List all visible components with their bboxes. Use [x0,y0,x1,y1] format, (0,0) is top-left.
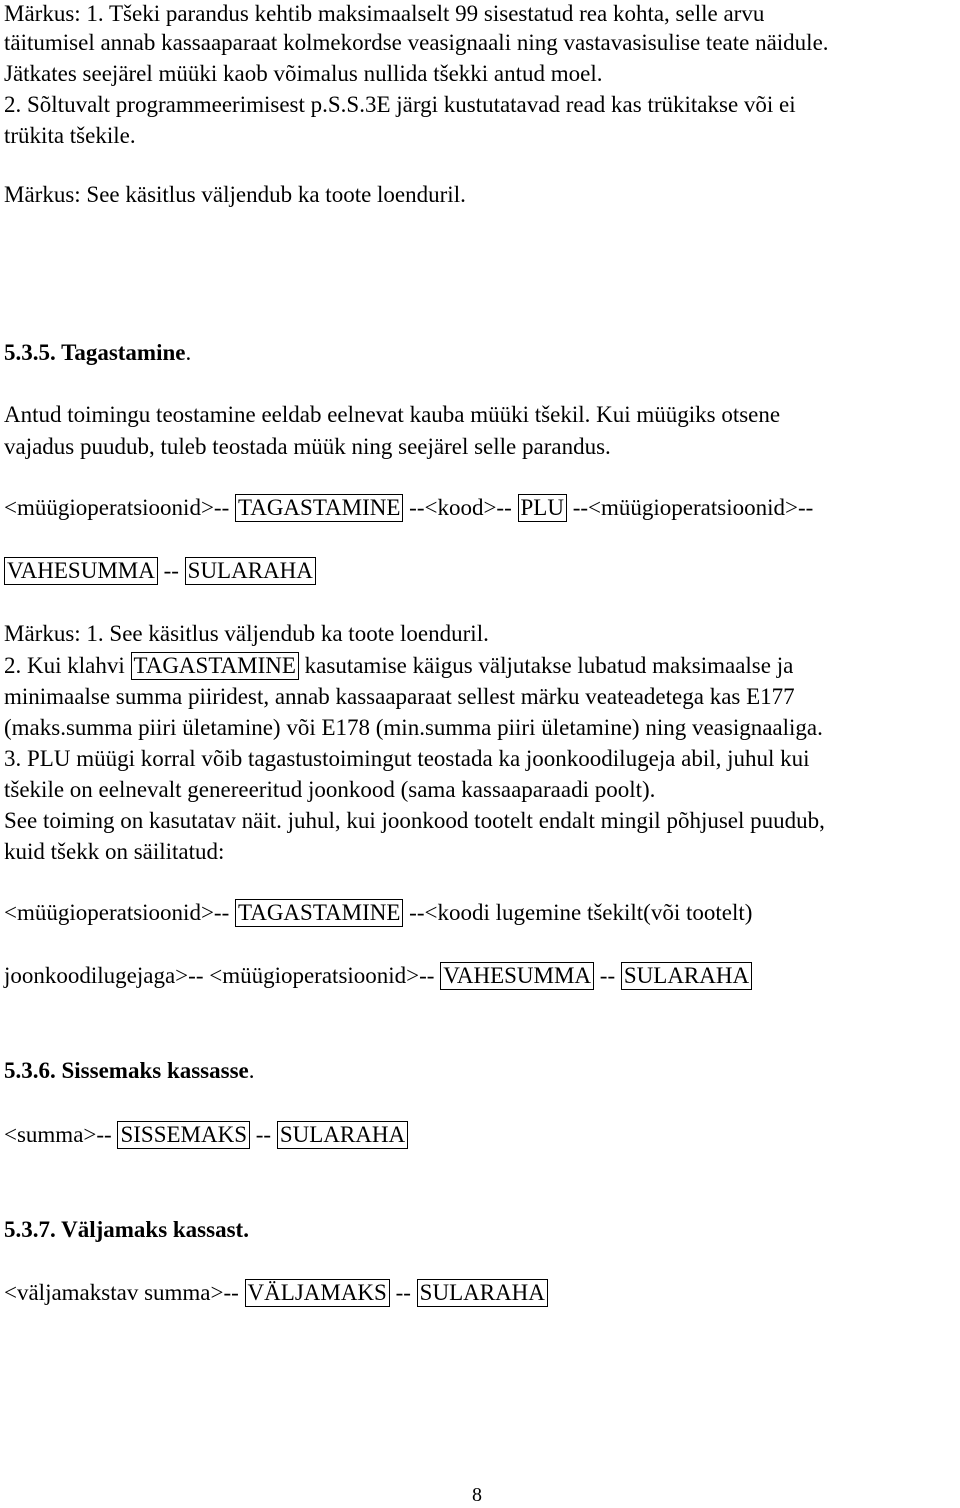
vahesumma-key: VAHESUMMA [440,962,594,990]
tagastamine-key: TAGASTAMINE [235,494,403,522]
section-536-heading-suffix: . [248,1058,255,1083]
section-535-sequence-line-2 [4,557,316,585]
sequence-text: -- [250,1122,277,1147]
section-535-note-line-4: (maks.summa piiri ületamine) või E178 (min.summa piiri ületamine) ning veasignaaliga. [4,715,823,740]
section-535-sequence2-line-1 [4,899,752,927]
section-535-note-line-7: See toiming on kasutatav näit. juhul, kui joonkood tootelt endalt mingil põhjusel puudub, [4,808,825,833]
vahesumma-key: VAHESUMMA [4,557,158,585]
intro-line-4: 2. Sõltuvalt programmeerimisest p.S.S.3E järgi kustutatavad read kas trükitakse või ei [4,92,796,117]
intro-line-6: Märkus: See käsitlus väljendub ka toote loenduril. [4,182,466,207]
intro-line-2: täitumisel annab kassaaparaat kolmekordse veasignaali ning vastavasisulise teate näidule. [4,30,829,55]
section-535-sequence-line-1 [4,494,813,522]
intro-line-3: Jätkates seejärel müüki kaob võimalus nullida tšekki antud moel. [4,61,603,86]
intro-line-5: trükita tšekile. [4,123,136,148]
sequence-text: -- [389,1280,417,1305]
section-535-note-line-8: kuid tšekk on säilitatud: [4,839,225,864]
valjamaks-key: VÄLJAMAKS [245,1279,390,1307]
sequence-text: <summa>-- [4,1122,118,1147]
sequence-text: <väljamakstav summa>-- [4,1280,245,1305]
sularaha-key: SULARAHA [277,1121,408,1149]
note-text: kasutamise käigus väljutakse lubatud maksimaalse ja [298,653,794,678]
section-535-note-line-3: minimaalse summa piiridest, annab kassaaparaat sellest märku veateadetega kas E177 [4,684,795,709]
section-535-heading-suffix: . [185,340,192,365]
section-535-note-line-6: tšekile on eelnevalt genereeritud joonkood (sama kassaaparaadi poolt). [4,777,656,802]
tagastamine-key: TAGASTAMINE [131,652,299,680]
sequence-text: -- [594,963,621,988]
section-535-para-line-2: vajadus puudub, tuleb teostada müük ning seejärel selle parandus. [4,434,611,459]
sissemaks-key: SISSEMAKS [117,1121,250,1149]
section-536-sequence-line [4,1121,408,1149]
sequence-text: <müügioperatsioonid>-- [4,495,235,520]
section-536-heading-line [4,1057,255,1085]
intro-line-1: Märkus: 1. Tšeki parandus kehtib maksimaalselt 99 sisestatud rea kohta, selle arvu [4,1,765,26]
tagastamine-key: TAGASTAMINE [235,899,403,927]
sequence-text: --<müügioperatsioonid>-- [566,495,814,520]
section-537-sequence-line [4,1279,548,1307]
section-535-note-line-5: 3. PLU müügi korral võib tagastustoimingut teostada ka joonkoodilugeja abil, juhul kui [4,746,810,771]
sequence-text: --<kood>-- [403,495,518,520]
sularaha-key: SULARAHA [417,1279,548,1307]
section-536-heading: 5.3.6. Sissemaks kassasse [4,1058,249,1083]
section-535-note-line-1: Märkus: 1. See käsitlus väljendub ka toote loenduril. [4,621,489,646]
section-535-heading-line [4,339,191,367]
plu-key: PLU [518,494,567,522]
sequence-text: --<koodi lugemine tšekilt(või tootelt) [403,900,753,925]
sularaha-key: SULARAHA [621,962,752,990]
section-535-note-line-2 [4,652,793,680]
section-537-heading: 5.3.7. Väljamaks kassast. [4,1217,249,1242]
page-number: 8 [472,1484,482,1506]
sularaha-key: SULARAHA [185,557,316,585]
sequence-text: <müügioperatsioonid>-- [4,900,235,925]
section-535-para-line-1: Antud toimingu teostamine eeldab eelnevat kauba müüki tšekil. Kui müügiks otsene [4,402,781,427]
section-535-sequence2-line-2 [4,962,752,990]
sequence-text: joonkoodilugejaga>-- <müügioperatsioonid>-- [4,963,441,988]
section-535-heading: 5.3.5. Tagastamine [4,340,186,365]
note-text: 2. Kui klahvi [4,653,131,678]
sequence-text: -- [157,558,185,583]
